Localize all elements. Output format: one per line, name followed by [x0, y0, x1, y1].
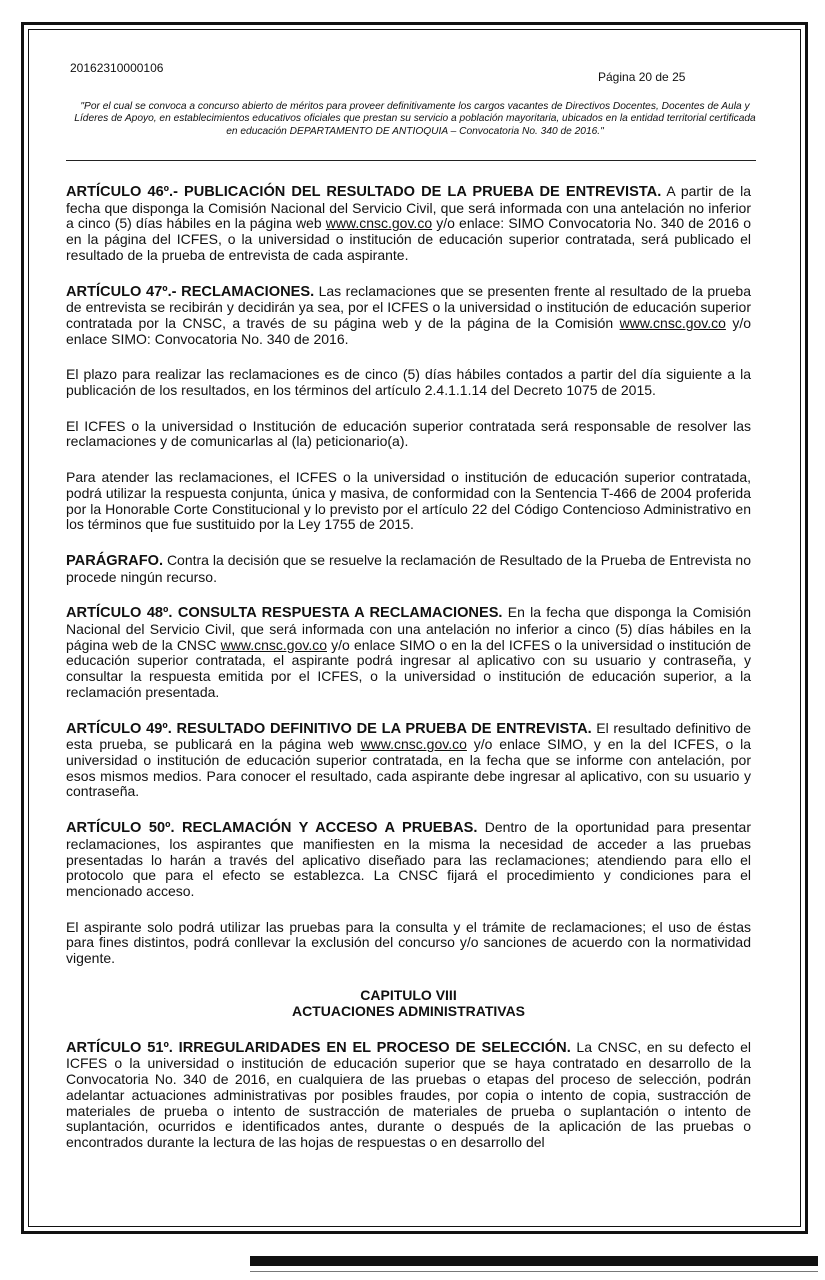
resolution-subtitle: "Por el cual se convoca a concurso abierto de méritos para proveer definitivamente los cargos vacantes de Directivos Docentes, Docentes de Aula y Líderes de Apoyo, en establecimientos educativos oficiales que prestan su servicio a población mayoritaria, ubicados en la entidad territorial certificada en educación DEPARTAMENTO DE ANTIOQUIA – Convocatoria No. 340 de 2016.": [74, 101, 756, 137]
article-48: ARTÍCULO 48º. CONSULTA RESPUESTA A RECLAMACIONES. En la fecha que disponga la Comisión Nacional del Servicio Civil, que será informada con una antelación no inferior a cinco (5) días hábiles en la página web de la CNSC www.cnsc.gov.co y/o enlace SIMO o en la del ICFES o la universidad o institución de educación superior contratada, el aspirante podrá ingresar al aplicativo con su usuario y contraseña, y consultar la respuesta emitida por el ICFES, o la universidad o institución de educación superior, a la reclamación presentada.: [66, 604, 751, 700]
article-51-heading: ARTÍCULO 51º. IRREGULARIDADES EN EL PROCESO DE SELECCIÓN.: [66, 1039, 571, 1056]
cnsc-link[interactable]: www.cnsc.gov.co: [220, 636, 327, 653]
article-50: ARTÍCULO 50º. RECLAMACIÓN Y ACCESO A PRUEBAS. Dentro de la oportunidad para presentar reclamaciones, los aspirantes que manifiesten en la misma la necesidad de acceder a las pruebas presentadas lo harán a través del aplicativo diseñado para las reclamaciones; atendiendo para ello el protocolo que para el efecto se establezca. La CNSC fijará el procedimiento y condiciones para el mencionado acceso.: [66, 819, 751, 899]
chapter-title: ACTUACIONES ADMINISTRATIVAS: [291, 1002, 526, 1019]
article-46: ARTÍCULO 46º.- PUBLICACIÓN DEL RESULTADO DE LA PRUEBA DE ENTREVISTA. A partir de la fecha que disponga la Comisión Nacional del Servicio Civil, que será informada con una antelación no inferior a cinco (5) días hábiles en la página web www.cnsc.gov.co y/o enlace: SIMO Convocatoria No. 340 de 2016 o en la página del ICFES, o la universidad o institución de educación superior contratada, será publicado el resultado de la prueba de entrevista de cada aspirante.: [66, 183, 752, 263]
paragraph-atender: Para atender las reclamaciones, el ICFES o la universidad o institución de educación superior contratada, podrá utilizar la respuesta conjunta, única y masiva, de conformidad con la Sentencia T-466 de 2004 proferida por la Honorable Corte Constitucional y lo previsto por el artículo 22 del Código Contencioso Administrativo en los términos que fue sustituido por la Ley 1755 de 2015.: [66, 469, 751, 533]
paragraph-plazo: El plazo para realizar las reclamaciones es de cinco (5) días hábiles contados a partir del día siguiente a la publicación de los resultados, en los términos del artículo 2.4.1.1.14 del Decreto 1075 de 2015.: [66, 366, 751, 399]
article-50-heading: ARTÍCULO 50º. RECLAMACIÓN Y ACCESO A PRUEBAS.: [66, 820, 478, 837]
chapter-heading: [66, 987, 751, 1019]
document-number: 20162310000106: [70, 61, 164, 75]
paragraph-aspirante: El aspirante solo podrá utilizar las pruebas para la consulta y el trámite de reclamaciones; el uso de éstas para fines distintos, podrá conllevar la exclusión del concurso y/o sanciones de acuerdo con la normatividad vigente.: [66, 918, 751, 967]
chapter-number: CAPITULO VIII: [360, 986, 457, 1003]
article-51: ARTÍCULO 51º. IRREGULARIDADES EN EL PROCESO DE SELECCIÓN. La CNSC, en su defecto el ICFES o la universidad o institución de educación superior que se haya contratado en desarrollo de la Convocatoria No. 340 de 2016, en cualquiera de las pruebas o etapas del proceso de selección, podrán adelantar actuaciones administrativas por posibles fraudes, por copia o intento de copia, sustracción de materiales de prueba o intento de sustracción de materiales de prueba o suplantación o intento de suplantación, ocurridos e identificados antes, durante o después de la aplicación de las pruebas o encontrados durante la lectura de las hojas de respuestas o en desarrollo del: [66, 1038, 751, 1150]
header-divider: [66, 160, 756, 161]
cnsc-link[interactable]: www.cnsc.gov.co: [325, 215, 433, 232]
cnsc-link[interactable]: www.cnsc.gov.co: [360, 736, 467, 753]
footer-bar: [250, 1256, 818, 1266]
cnsc-link[interactable]: www.cnsc.gov.co: [619, 314, 726, 331]
article-47-heading: ARTÍCULO 47º.- RECLAMACIONES.: [66, 283, 315, 300]
article-49-heading: ARTÍCULO 49º. RESULTADO DEFINITIVO DE LA PRUEBA DE ENTREVISTA.: [66, 720, 592, 737]
article-48-heading: ARTÍCULO 48º. CONSULTA RESPUESTA A RECLAMACIONES.: [66, 605, 503, 622]
paragrafo-heading: PARÁGRAFO.: [66, 552, 164, 569]
footer-line: [250, 1271, 818, 1272]
article-46-heading: ARTÍCULO 46º.- PUBLICACIÓN DEL RESULTADO DE LA PRUEBA DE ENTREVISTA.: [66, 184, 662, 200]
paragraph-icfes: El ICFES o la universidad o Institución de educación superior contratada será responsable de resolver las reclamaciones y de comunicarlas al (la) peticionario(a).: [66, 417, 751, 450]
article-47: ARTÍCULO 47º.- RECLAMACIONES. Las reclamaciones que se presenten frente al resultado de la prueba de entrevista se recibirán y decidirán ya sea, por el ICFES o la universidad o institución de educación superior contratada por la CNSC, a través de su página web y de la página de la Comisión www.cnsc.gov.co y/o enlace SIMO: Convocatoria No. 340 de 2016.: [66, 282, 751, 347]
paragrafo: PARÁGRAFO. Contra la decisión que se resuelve la reclamación de Resultado de la Prueba de Entrevista no procede ningún recurso.: [66, 551, 751, 585]
document-body: [66, 184, 751, 1171]
page-number: Página 20 de 25: [598, 70, 686, 84]
article-49: ARTÍCULO 49º. RESULTADO DEFINITIVO DE LA PRUEBA DE ENTREVISTA. El resultado definitivo de esta prueba, se publicará en la página web www.cnsc.gov.co y/o enlace SIMO, y en la del ICFES, o la universidad o institución de educación superior contratada, en la fecha que se informe con antelación, por esos mismos medios. Para conocer el resultado, cada aspirante debe ingresar al aplicativo, con su usuario y contraseña.: [66, 719, 751, 800]
